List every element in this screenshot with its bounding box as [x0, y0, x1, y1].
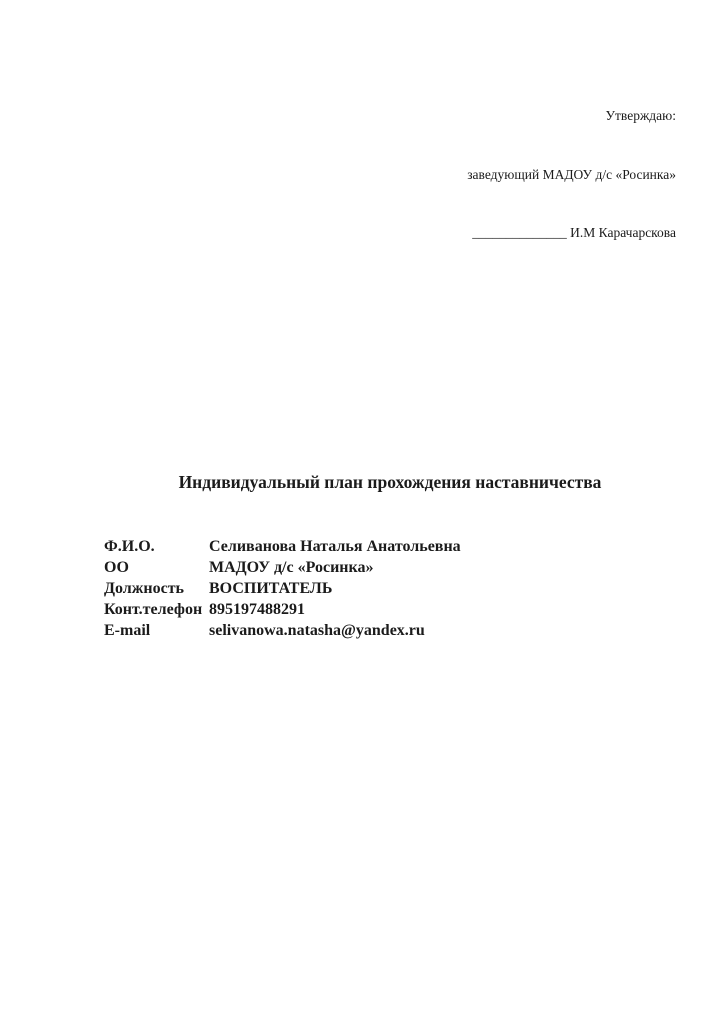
field-label-fio: Ф.И.О.	[104, 537, 155, 555]
field-row-fio	[104, 536, 676, 557]
approval-block	[104, 67, 676, 282]
approval-line-signature: ______________ И.М Карачарскова	[472, 225, 676, 240]
approval-line-approve: Утверждаю:	[605, 108, 676, 123]
field-row-email	[104, 620, 676, 641]
field-value-oo: МАДОУ д/с «Росинка»	[209, 558, 374, 576]
field-value-position: ВОСПИТАТЕЛЬ	[209, 579, 333, 597]
field-label-position: Должность	[104, 579, 185, 597]
document-title: Индивидуальный план прохождения наставничества	[178, 471, 602, 492]
fields-block	[104, 536, 676, 641]
field-row-oo	[104, 557, 676, 578]
field-row-position	[104, 578, 676, 599]
approval-line-position: заведующий МАДОУ д/с «Росинка»	[467, 166, 676, 182]
field-label-phone: Конт.телефон	[104, 600, 203, 618]
field-value-fio: Селиванова Наталья Анатольевна	[209, 537, 461, 555]
field-label-email: E-mail	[104, 621, 151, 639]
field-value-email: selivanowa.natasha@yandex.ru	[209, 621, 425, 639]
field-row-phone	[104, 599, 676, 620]
field-value-phone: 895197488291	[209, 600, 305, 618]
field-label-oo: ОО	[104, 558, 129, 576]
